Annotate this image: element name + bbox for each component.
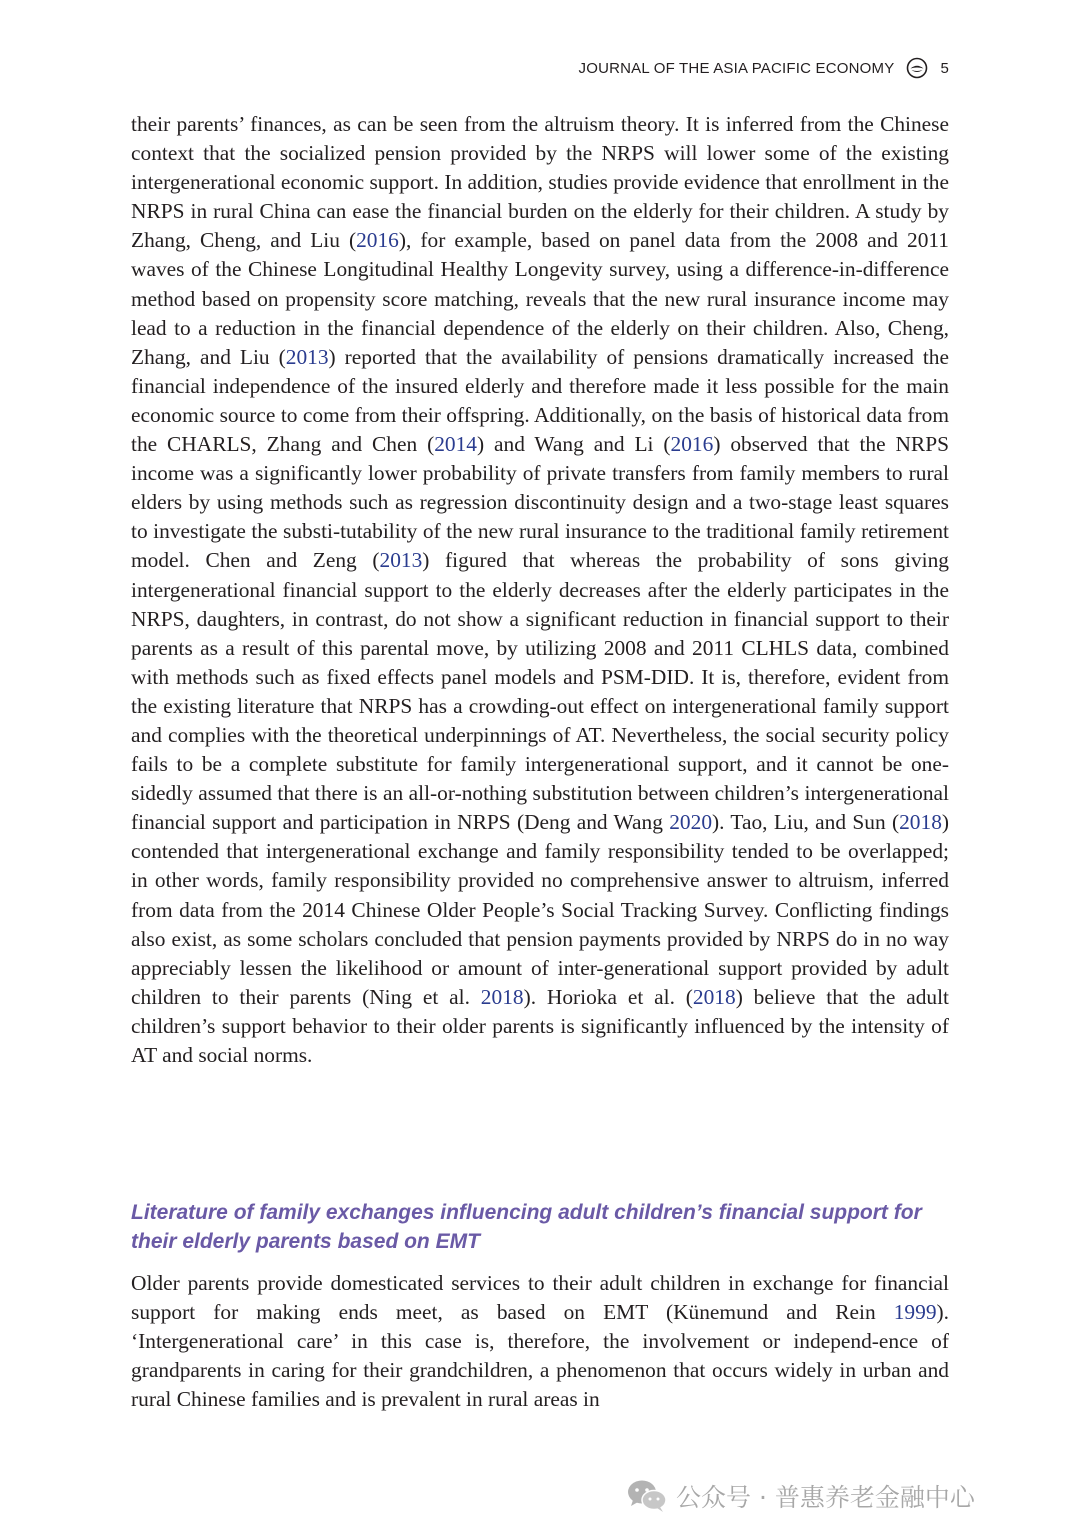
text-run: their parents’ finances, as can be seen from the altruism theory. It is inferred from the Chinese context that the socialized pension provided by the NRPS will lower some of the existing intergenerational economic support. In addition, studies provide evidence that enrollment in the NRPS in rural China can ease the financial burden on the elderly for their children. A study by Zhang, Cheng, and Liu ( [131, 112, 949, 253]
citation-year-link[interactable]: 2014 [434, 432, 477, 457]
citation-year-link[interactable]: 2018 [480, 984, 524, 1009]
running-header [579, 56, 950, 80]
text-run: ). ‘Intergenerational care’ in this case is, therefore, the involvement or independ-ence of grandparents in caring for their grandchildren, a phenomenon that occurs widely in urban and rural Chinese families and is prevalent in rural areas in [131, 1300, 949, 1412]
page-number: 5 [940, 59, 949, 77]
body-paragraph-1 [131, 110, 949, 1070]
citation-year-link[interactable]: 2020 [669, 810, 713, 835]
watermark-text: 公众号 · 普惠养老金融中心 [676, 1483, 975, 1512]
watermark [626, 1478, 975, 1514]
text-run: ) believe that the adult children’s support behavior to their older parents is significantly influenced by the intensity of AT and social norms. [131, 984, 949, 1067]
section-heading: Literature of family exchanges influencing adult children’s financial support for their elderly parents based on EMT [131, 1201, 922, 1253]
text-run: ). Horioka et al. ( [523, 984, 693, 1009]
citation-year-link[interactable]: 1999 [893, 1300, 937, 1325]
text-run: ) observed that the NRPS income was a significantly lower probability of private transfers from family members to rural elders by using methods such as regression discontinuity design and a two-stage least squares to investigate the substi-tutability of the new rural insurance to the traditional family retirement model. Chen and Zeng ( [131, 432, 949, 573]
text-run: Older parents provide domesticated services to their adult children in exchange for financial support for making ends meet, as based on EMT (Künemund and Rein [131, 1271, 949, 1325]
citation-year-link[interactable]: 2016 [670, 432, 714, 457]
journal-title: JOURNAL OF THE ASIA PACIFIC ECONOMY [578, 59, 895, 77]
text-run: ). Tao, Liu, and Sun ( [712, 810, 900, 835]
body-paragraph-2 [131, 1269, 949, 1414]
citation-year-link[interactable]: 2016 [356, 228, 399, 253]
citation-year-link[interactable]: 2013 [379, 548, 423, 573]
text-run: ) figured that whereas the probability of sons giving intergenerational financial support to the elderly decreases after the elderly participates in the NRPS, daughters, in contrast, do not show a significant reduction in financial support to their parents as a result of this parental move, by utilizing 2008 and 2011 CLHLS data, combined with methods such as fixed effects panel models and PSM-DID. It is, therefore, evident from the existing literature that NRPS has a crowding-out effect on intergenerational family support and complies with the theoretical underpinnings of AT. Nevertheless, the social security policy fails to be a complete substitute for family intergenerational support, and it cannot be one-sidedly assumed that there is an all-or-nothing substitution between children’s intergenerational financial support and participation in NRPS (Deng and Wang [131, 548, 949, 835]
text-run: ) contended that intergenerational exchange and family responsibility tended to be overlapped; in other words, family responsibility provided no comprehensive answer to altruism, inferred from data from the 2014 Chinese Older People’s Social Tracking Survey. Conflicting findings also exist, as some scholars concluded that pension payments provided by NRPS do in no way appreciably lessen the likelihood or amount of inter-generational support provided by adult children to their parents (Ning et al. [131, 810, 950, 1009]
text-run: ), for example, based on panel data from the 2008 and 2011 waves of the Chinese Longitudinal Healthy Longevity survey, using a difference-in-difference method based on propensity score matching, reveals that the new rural insurance income may lead to a reduction in the financial dependence of the elderly on their children. Also, Cheng, Zhang, and Liu ( [131, 228, 949, 369]
citation-year-link[interactable]: 2018 [899, 810, 942, 835]
journal-logo-icon [906, 57, 928, 79]
citation-year-link[interactable]: 2018 [692, 984, 736, 1009]
text-run: ) reported that the availability of pensions dramatically increased the financial independence of the insured elderly and therefore made it less possible for the main economic source to come from their offspring. Additionally, on the basis of historical data from the CHARLS, Zhang and Chen ( [131, 344, 949, 457]
text-run: ) and Wang and Li ( [477, 432, 671, 457]
citation-year-link[interactable]: 2013 [285, 344, 329, 369]
wechat-icon [626, 1478, 668, 1514]
